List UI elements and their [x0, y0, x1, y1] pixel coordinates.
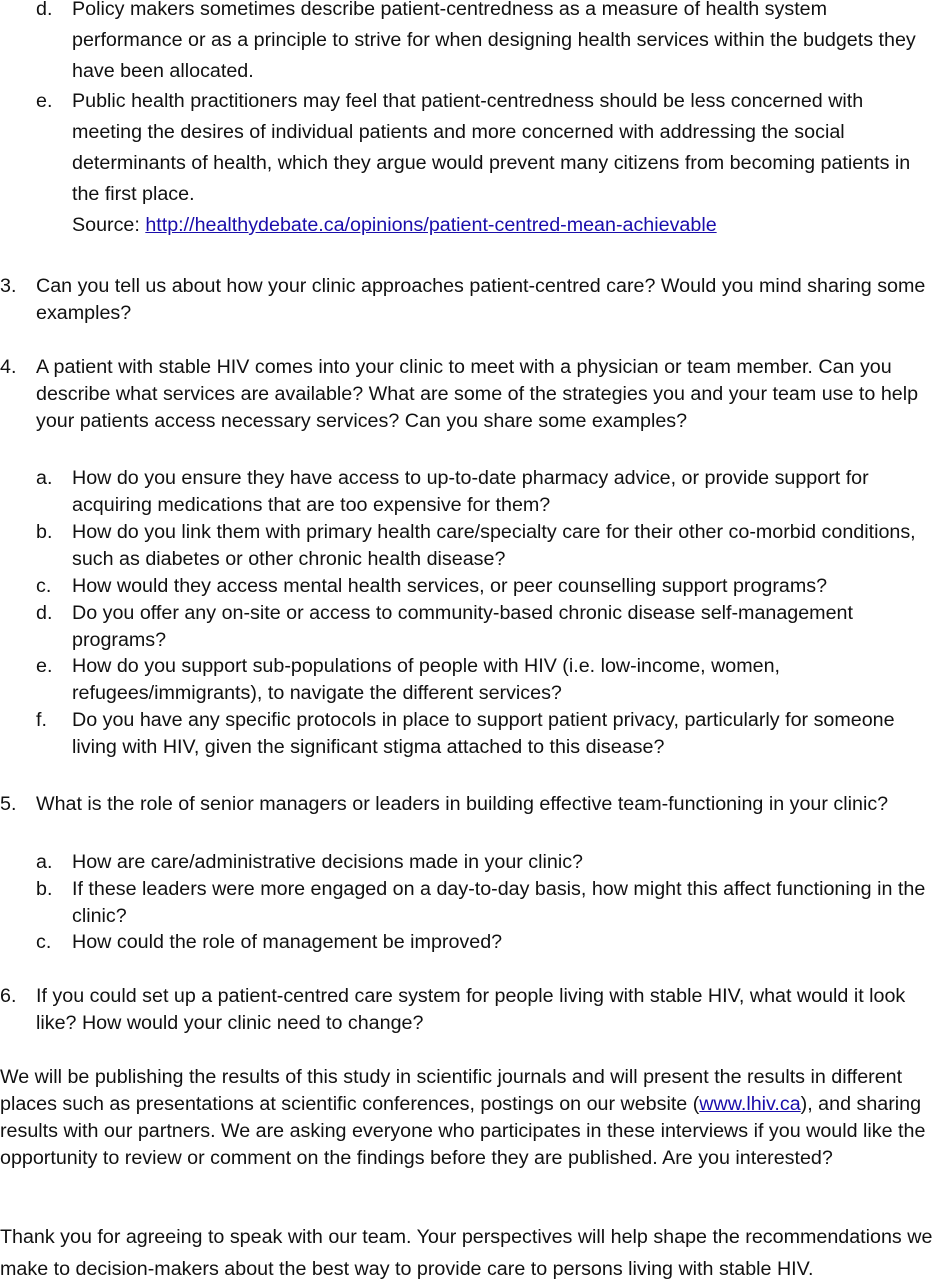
list-item — [36, 0, 935, 87]
question-text: Can you tell us about how your clinic approaches patient-centred care? Would you mind sharing some examples? — [36, 275, 926, 324]
question-number: 6. — [0, 985, 17, 1007]
list-item-text: Public health practitioners may feel that patient-centredness should be less concerned with meeting the desires of individual patients and more concerned with addressing the social determinants of health, which they argue would prevent many citizens from becoming patients in the first place. — [72, 90, 911, 205]
list-item — [36, 465, 935, 519]
question-6 — [0, 983, 935, 1037]
question-number: 3. — [0, 275, 17, 297]
list-marker: a. — [36, 467, 53, 489]
list-marker: f. — [36, 709, 47, 731]
list-item — [36, 849, 935, 876]
list-item — [36, 600, 935, 654]
list-item-text: How do you ensure they have access to up-to-date pharmacy advice, or provide support for acquiring medications that are too expensive for them? — [72, 467, 869, 516]
question-4 — [0, 354, 935, 435]
list-marker: c. — [36, 931, 52, 953]
source-link[interactable]: http://healthydebate.ca/opinions/patient-centred-mean-achievable — [145, 214, 717, 236]
list-item — [36, 519, 935, 573]
question-5 — [0, 791, 935, 818]
list-item — [36, 86, 935, 210]
list-marker: d. — [36, 0, 53, 20]
website-link[interactable]: www.lhiv.ca — [699, 1093, 801, 1115]
list-item-text: How could the role of management be improved? — [72, 931, 503, 953]
question-3 — [0, 273, 935, 327]
closing-paragraph: We will be publishing the results of this study in scientific journals and will present the results in different places such as presentations at scientific conferences, postings on our website (www.lhiv.ca), and sharing results with our partners. We are asking everyone who participates in these interviews if you would like the opportunity to review or comment on the findings before they are published. Are you interested? — [0, 1066, 926, 1169]
list-marker: d. — [36, 602, 53, 624]
list-item-text: Policy makers sometimes describe patient-centredness as a measure of health system performance or as a principle to strive for when designing health services within the budgets they have been allocated. — [72, 0, 916, 82]
source-line — [36, 210, 935, 241]
list-item — [36, 929, 935, 956]
list-item-text: How do you link them with primary health care/specialty care for their other co-morbid conditions, such as diabetes or other chronic health disease? — [72, 521, 916, 570]
list-marker: b. — [36, 878, 53, 900]
question-number: 4. — [0, 356, 17, 378]
list-item — [36, 707, 935, 761]
list-item — [36, 876, 935, 930]
list-marker: e. — [36, 655, 53, 677]
question-text: A patient with stable HIV comes into your clinic to meet with a physician or team member. Can you describe what services are available? What are some of the strategies you and your team use to help your patients access necessary services? Can you share some examples? — [36, 356, 919, 432]
thank-you-paragraph: Thank you for agreeing to speak with our team. Your perspectives will help shape the recommendations we make to decision-makers about the best way to provide care to persons living with stable HIV. — [0, 1226, 933, 1280]
list-item — [36, 573, 935, 600]
source-label: Source: — [72, 214, 146, 236]
list-item-text: If these leaders were more engaged on a day-to-day basis, how might this affect functioning in the clinic? — [72, 878, 926, 927]
list-item-text: How would they access mental health services, or peer counselling support programs? — [72, 575, 828, 597]
list-marker: c. — [36, 575, 52, 597]
list-marker: e. — [36, 90, 53, 112]
list-marker: b. — [36, 521, 53, 543]
question-text: If you could set up a patient-centred care system for people living with stable HIV, what would it look like? How would your clinic need to change? — [36, 985, 906, 1034]
question-number: 5. — [0, 793, 17, 815]
list-item-text: Do you have any specific protocols in place to support patient privacy, particularly for someone living with HIV, given the significant stigma attached to this disease? — [72, 709, 895, 758]
list-item-text: Do you offer any on-site or access to community-based chronic disease self-management programs? — [72, 602, 853, 651]
list-item-text: How do you support sub-populations of people with HIV (i.e. low-income, women, refugees/immigrants), to navigate the different services? — [72, 655, 781, 704]
question-text: What is the role of senior managers or leaders in building effective team-functioning in your clinic? — [36, 793, 889, 815]
list-marker: a. — [36, 851, 53, 873]
list-item — [36, 653, 935, 707]
list-item-text: How are care/administrative decisions made in your clinic? — [72, 851, 584, 873]
